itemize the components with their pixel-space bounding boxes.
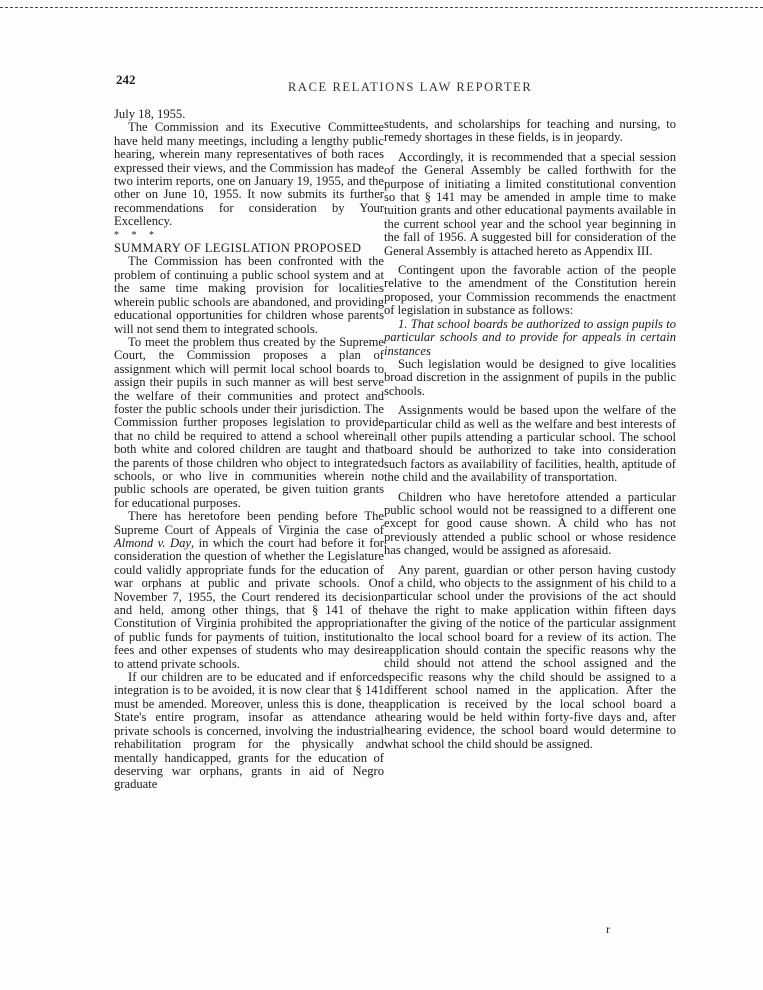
- dateline: July 18, 1955.: [114, 107, 186, 121]
- paragraph-problem: The Commission has been confronted with the problem of continuing a public school system and at the same time making provision for localities wherein public schools are abandoned, and providing educational opportunities for children whose parents will not send them to integrated schools.: [114, 254, 384, 336]
- stray-mark: r: [606, 922, 610, 936]
- paragraph-amendment-needed: If our children are to be educated and if enforced integration is to be avoided, it is now clear that § 141 must be amended. Moreover, unless this is done, the State's entire program, insofar as attendance at private schools is concerned, involving the industrial rehabilitation program for the physically and mentally handicapped, grants for the education of deserving war orphans, grants in aid of Negro graduate: [114, 670, 384, 792]
- paragraph-contingent: Contingent upon the favorable action of the people relative to the amendment of the Constitution herein proposed, your Commission recommends the enactment of legislation in substance as follows:: [384, 263, 676, 318]
- running-head: RACE RELATIONS LAW REPORTER: [288, 80, 533, 94]
- paragraph-commission-meetings: The Commission and its Executive Committee have held many meetings, including a lengthy public hearing, wherein many representatives of both races expressed their views, and the Commission has made two interim reports, one on January 19, 1955, and the other on June 10, 1955. It now submits its further recommendations for consideration by Your Excellency.: [114, 120, 384, 229]
- paragraph-reassignment: Children who have heretofore attended a particular public school would not be reassigned to a different one except for good cause shown. A child who has not previously attended a public school or whose residence has changed, would be assigned as aforesaid.: [384, 489, 676, 558]
- paragraph-assignment-basis: Assignments would be based upon the welfare of the particular child as well as the welfare and best interests of all other pupils attending a particular school. The school board should be authorized to take into consideration such factors as availability of facilities, health, aptitude of the child and the availability of transportation.: [384, 403, 676, 485]
- paragraph-appeal-procedure: Any parent, guardian or other person having custody of a child, who objects to the assignment of his child to a particular school under the provisions of the act should have the right to make application within fifteen days after the giving of the notice of the particular assignment to the local school board for a review of its action. The application should contain the specific reasons why the child should not attend the school assigned and the specific reasons why the child should be assigned to a different school named in the application. After the application is received by the local school board a hearing would be held within forty-five days and, after hearing evidence, the school board would determine to what school the child should be assigned.: [384, 562, 676, 751]
- top-edge-rule: [0, 0, 763, 8]
- almond-text-after: , in which the court had before it for consideration the question of whether the Legislature could validly appropriate funds for the education of war orphans at public and private schools. On November 7, 1955, the Court rendered its decision and held, among other things, that § 141 of the Constitution of Virginia prohibited the appropriation of public funds for payments of tuition, institutional fees and other expenses of students who may desire to attend private schools.: [114, 536, 384, 671]
- left-column: [114, 108, 384, 792]
- page-number: 242: [116, 72, 136, 87]
- right-column: [384, 118, 676, 751]
- case-name: Almond v. Day: [114, 536, 191, 550]
- section-separator: * * *: [114, 229, 159, 241]
- almond-text-before: There has heretofore been pending before The Supreme Court of Appeals of Virginia the case of: [114, 509, 384, 537]
- paragraph-almond-v-day: [114, 510, 384, 671]
- paragraph-plan-of-assignment: To meet the problem thus created by the Supreme Court, the Commission proposes a plan of assignment which will permit local school boards to assign their pupils in such manner as will best serve the welfare of their communities and protect and foster the public schools under their jurisdiction. The Commission further proposes legislation to provide that no child be required to attend a school wherein both white and colored children are taught and that the parents of those children who object to integrated schools, or who live in communities wherein no public schools are operated, be given tuition grants for educational purposes.: [114, 334, 384, 510]
- paragraph-broad-discretion: Such legislation would be designed to give localities broad discretion in the assignment of pupils in the public schools.: [384, 356, 676, 398]
- paragraph-special-session: Accordingly, it is recommended that a special session of the General Assembly be called forthwith for the purpose of initiating a limited constitutional convention so that § 141 may be amended in ample time to make tuition grants and other educational payments available in the current school year and the school year beginning in the fall of 1956. A suggested bill for consideration of the General Assembly is attached hereto as Appendix III.: [384, 149, 676, 258]
- item-1-heading: 1. That school boards be authorized to assign pupils to particular schools and to provide for appeals in certain instances: [384, 316, 676, 358]
- paragraph-continuation: students, and scholarships for teaching and nursing, to remedy shortages in these fields, is in jeopardy.: [384, 117, 676, 145]
- section-heading: SUMMARY OF LEGISLATION PROPOSED: [114, 241, 362, 256]
